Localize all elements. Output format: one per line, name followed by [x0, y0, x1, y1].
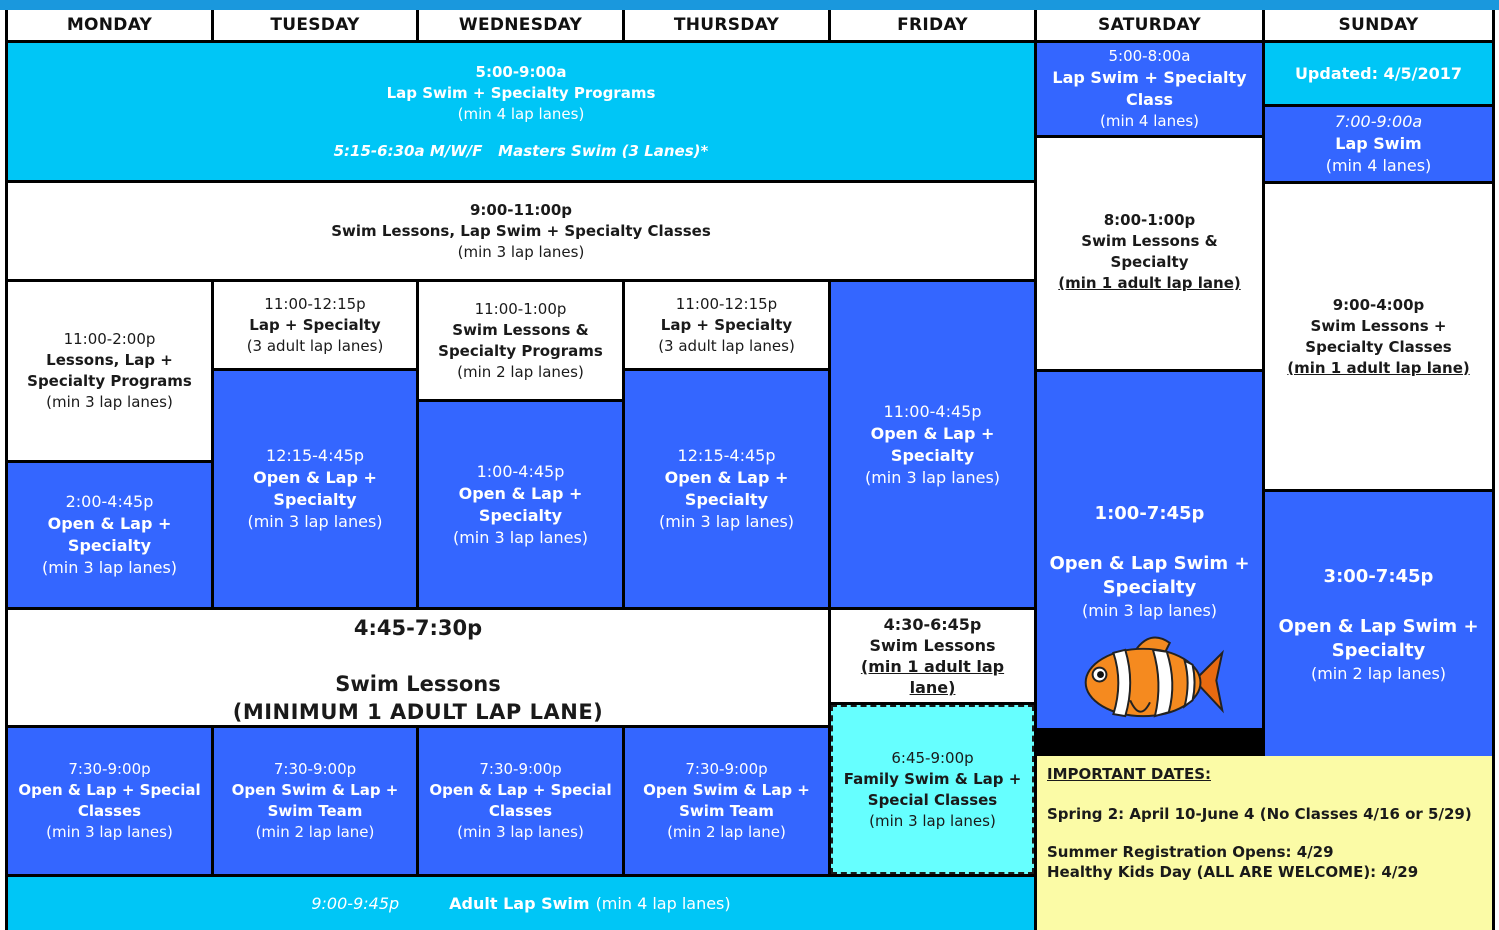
program-title: Adult Lap Swim — [449, 894, 590, 913]
program-title: Open & Lap + Special Classes — [18, 781, 201, 820]
lane-note: (min 1 adult lap lane) — [860, 657, 1005, 697]
program-title: Lap + Specialty — [249, 315, 381, 334]
wednesday-evening-block — [419, 728, 622, 874]
monday-afternoon-block — [8, 463, 211, 607]
time-label: 5:00-8:00a — [1108, 47, 1191, 65]
lane-note: (min 3 lap lanes) — [247, 512, 383, 531]
tuesday-afternoon-block — [214, 371, 416, 607]
program-title: Swim Lessons — [869, 636, 996, 655]
saturday-afternoon-block — [1037, 372, 1262, 728]
friday-lessons-block — [831, 610, 1034, 702]
time-label: 12:15-4:45p — [266, 446, 364, 465]
day-header-wednesday: WEDNESDAY — [419, 10, 622, 40]
sunday-morning-block — [1265, 184, 1492, 489]
program-title: Swim Lessons + Specialty Classes — [1305, 316, 1452, 356]
day-header-monday: MONDAY — [8, 10, 211, 40]
tuesday-evening-block — [214, 728, 416, 874]
spring-session-note: Spring 2: April 10-June 4 (No Classes 4/16 or 5/29) — [1047, 805, 1472, 823]
time-label: 3:00-7:45p — [1323, 565, 1434, 587]
weekday-morning-block — [8, 43, 1034, 180]
lane-note: (min 3 lap lanes) — [457, 823, 584, 841]
lane-note: (min 3 lap lanes) — [457, 242, 585, 261]
time-label: 7:30-9:00p — [68, 760, 151, 778]
lane-note: (min 2 lap lanes) — [1310, 663, 1447, 683]
evening-lessons-block — [8, 610, 828, 725]
program-title: Open Swim & Lap + Swim Team — [643, 781, 810, 820]
day-header-sunday: SUNDAY — [1265, 10, 1492, 40]
important-dates-heading: IMPORTANT DATES: — [1047, 765, 1211, 783]
program-title: Open & Lap + Specialty — [870, 423, 995, 465]
lane-note: (min 3 lap lanes) — [869, 811, 996, 830]
lane-note: (min 3 lap lanes) — [46, 823, 173, 841]
time-label: 5:00-9:00a — [475, 62, 567, 81]
lane-note: (min 2 lap lane) — [667, 823, 786, 841]
program-title: Swim Lessons — [335, 672, 501, 696]
time-label: 1:00-7:45p — [1094, 503, 1205, 524]
time-label: 11:00-4:45p — [883, 401, 982, 421]
lane-note: (MINIMUM 1 ADULT LAP LANE) — [232, 700, 604, 724]
lane-note: (3 adult lap lanes) — [658, 336, 795, 355]
program-title: Swim Lessons & Specialty Programs — [438, 320, 603, 360]
program-title: Open & Lap + Special Classes — [429, 781, 612, 820]
lane-note: (min 4 lap lanes) — [595, 894, 731, 913]
tuesday-midday-block — [214, 282, 416, 368]
program-title: Lap Swim + Specialty Programs — [386, 83, 656, 102]
lane-note: (min 2 lap lanes) — [457, 362, 584, 381]
day-header-saturday: SATURDAY — [1037, 10, 1262, 40]
program-title: Open & Lap + Specialty — [458, 483, 583, 525]
program-title: Open & Lap Swim + Specialty — [1278, 615, 1479, 661]
important-dates-panel — [1037, 756, 1492, 930]
sunday-afternoon-block — [1265, 492, 1492, 756]
time-label: 6:45-9:00p — [891, 748, 974, 767]
time-label: 11:00-12:15p — [264, 294, 366, 313]
top-bar — [0, 0, 1499, 10]
lane-note: (min 3 lap lanes) — [864, 467, 1001, 487]
lane-note: (min 4 lap lanes) — [457, 104, 585, 123]
program-title: Lap Swim + Specialty Class — [1052, 68, 1247, 109]
sunday-early-block — [1265, 107, 1492, 181]
saturday-morning-block — [1037, 138, 1262, 369]
time-label: 2:00-4:45p — [65, 492, 154, 511]
time-label: 4:45-7:30p — [353, 616, 483, 640]
time-label: 4:30-6:45p — [883, 615, 982, 634]
lane-note: (min 3 lap lanes) — [452, 527, 589, 547]
lane-note: (min 3 lap lanes) — [658, 512, 795, 531]
day-header-tuesday: TUESDAY — [214, 10, 416, 40]
time-label: 12:15-4:45p — [677, 446, 776, 465]
time-label: 7:30-9:00p — [685, 760, 768, 778]
thursday-afternoon-block — [625, 371, 828, 607]
time-label: 11:00-1:00p — [474, 299, 567, 318]
time-label: 11:00-2:00p — [63, 330, 156, 348]
lane-note: (min 3 lap lanes) — [1081, 601, 1218, 620]
program-title: Lessons, Lap + Specialty Programs — [27, 351, 192, 390]
wednesday-afternoon-block — [419, 402, 622, 607]
program-title: Lap + Specialty — [660, 315, 793, 334]
day-header-thursday: THURSDAY — [625, 10, 828, 40]
lane-note: (min 2 lap lane) — [255, 823, 375, 841]
weekday-midmorning-block — [8, 183, 1034, 279]
program-title: Open & Lap + Specialty — [664, 468, 789, 509]
program-title: Open & Lap + Specialty — [253, 468, 377, 509]
monday-midday-block — [8, 282, 211, 460]
time-label: 9:00-9:45p — [311, 894, 400, 913]
friday-midday-block — [831, 282, 1034, 607]
clownfish-icon — [1075, 631, 1225, 728]
lane-note: (3 adult lap lanes) — [246, 336, 384, 355]
program-title: Open & Lap + Specialty — [47, 514, 172, 555]
lane-note: (min 3 lap lanes) — [46, 393, 173, 411]
wednesday-midday-block — [419, 282, 622, 399]
time-label: 9:00-4:00p — [1332, 295, 1425, 314]
thursday-midday-block — [625, 282, 828, 368]
program-title: Family Swim & Lap + Special Classes — [843, 769, 1022, 809]
time-label: 1:00-4:45p — [476, 461, 565, 481]
thursday-evening-block — [625, 728, 828, 874]
lane-note: (min 3 lap lanes) — [41, 558, 178, 577]
time-label: 7:30-9:00p — [479, 760, 562, 778]
updated-date: Updated: 4/5/2017 — [1294, 64, 1463, 83]
program-title: Lap Swim — [1335, 134, 1422, 153]
program-title: Open Swim & Lap + Swim Team — [231, 781, 399, 820]
updated-badge — [1265, 43, 1492, 104]
program-title: Swim Lessons, Lap Swim + Specialty Classes — [331, 221, 711, 240]
time-label: 7:30-9:00p — [273, 760, 357, 778]
healthy-kids-day-note: Healthy Kids Day (ALL ARE WELCOME): 4/29 — [1047, 863, 1419, 881]
time-label: 9:00-11:00p — [469, 200, 573, 219]
lane-note: (min 4 lanes) — [1325, 156, 1432, 175]
schedule-grid — [5, 10, 1495, 930]
adult-lap-swim-block — [8, 877, 1034, 930]
lane-note: (min 1 adult lap lane) — [1058, 274, 1241, 292]
lane-note: (min 1 adult lap lane) — [1287, 358, 1470, 377]
lane-note: (min 4 lanes) — [1100, 112, 1199, 130]
time-label: 7:00-9:00a — [1334, 112, 1423, 131]
day-header-friday: FRIDAY — [831, 10, 1034, 40]
program-title: Open & Lap Swim + Specialty — [1049, 553, 1250, 598]
summer-registration-note: Summer Registration Opens: 4/29 — [1047, 843, 1334, 861]
time-label: 11:00-12:15p — [675, 294, 778, 313]
program-title: Swim Lessons & Specialty — [1081, 232, 1218, 271]
masters-note: 5:15-6:30a M/W/F Masters Swim (3 Lanes)* — [333, 141, 709, 160]
monday-evening-block — [8, 728, 211, 874]
time-label: 8:00-1:00p — [1103, 211, 1196, 229]
saturday-early-block — [1037, 43, 1262, 135]
friday-family-swim-block — [831, 705, 1034, 874]
